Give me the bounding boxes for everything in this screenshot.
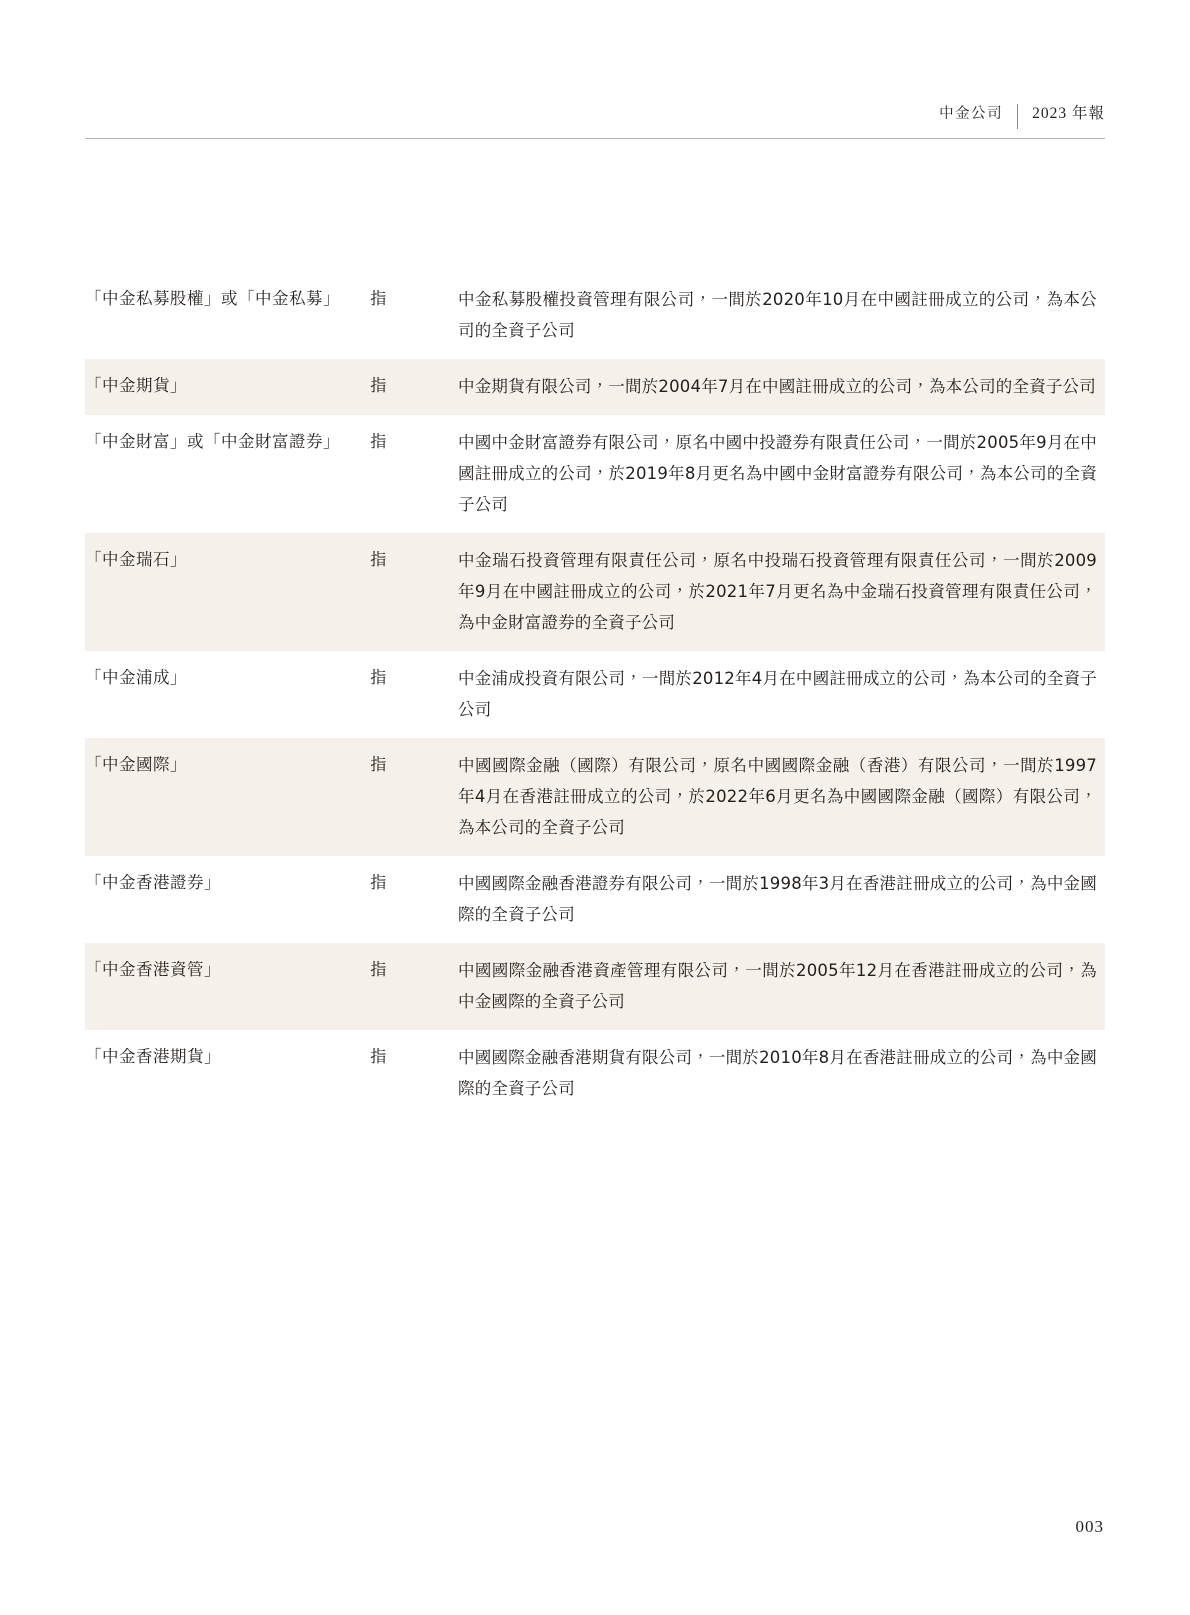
definitions-table — [85, 272, 1105, 1117]
definition-description: 中國中金財富證券有限公司，原名中國中投證券有限責任公司，一間於2005年9月在中國註冊成立的公司，於2019年8月更名為中國中金財富證券有限公司，為本公司的全資子公司 — [458, 433, 1097, 514]
header-year-label: 2023 年報 — [1032, 105, 1105, 122]
header-brand: 中金公司 — [939, 106, 1004, 122]
definition-row — [85, 651, 1105, 738]
definition-row — [85, 856, 1105, 943]
definition-term: 「中金香港證券」 — [85, 873, 221, 892]
header-content — [85, 103, 1105, 133]
definition-term: 「中金瑞石」 — [85, 550, 187, 569]
header-rule — [85, 138, 1105, 139]
definition-description: 中金浦成投資有限公司，一間於2012年4月在中國註冊成立的公司，為本公司的全資子公司 — [458, 669, 1097, 719]
definition-row — [85, 738, 1105, 856]
definition-description: 中金瑞石投資管理有限責任公司，原名中投瑞石投資管理有限責任公司，一間於2009年9月在中國註冊成立的公司，於2021年7月更名為中金瑞石投資管理有限責任公司，為中金財富證券的全資子公司 — [458, 551, 1097, 632]
definition-means: 指 — [370, 550, 387, 569]
definition-term: 「中金財富」或「中金財富證券」 — [85, 432, 340, 451]
definition-description: 中國國際金融香港期貨有限公司，一間於2010年8月在香港註冊成立的公司，為中金國際的全資子公司 — [458, 1048, 1097, 1098]
definition-description: 中國國際金融香港證券有限公司，一間於1998年3月在香港註冊成立的公司，為中金國際的全資子公司 — [458, 874, 1097, 924]
definition-row — [85, 1030, 1105, 1117]
page-number: 003 — [1075, 1517, 1104, 1536]
definition-term: 「中金私募股權」或「中金私募」 — [85, 289, 340, 308]
definition-means: 指 — [370, 960, 387, 979]
definition-term: 「中金浦成」 — [85, 668, 187, 687]
definition-term: 「中金期貨」 — [85, 376, 187, 395]
definition-row — [85, 415, 1105, 533]
definition-means: 指 — [370, 432, 387, 451]
definition-means: 指 — [370, 873, 387, 892]
definition-term: 「中金國際」 — [85, 755, 187, 774]
definition-description: 中金私募股權投資管理有限公司，一間於2020年10月在中國註冊成立的公司，為本公司的全資子公司 — [458, 290, 1097, 340]
definition-row — [85, 272, 1105, 359]
definition-row — [85, 943, 1105, 1030]
definition-means: 指 — [370, 289, 387, 308]
definition-means: 指 — [370, 376, 387, 395]
definition-description: 中國國際金融香港資產管理有限公司，一間於2005年12月在香港註冊成立的公司，為中金國際的全資子公司 — [458, 961, 1097, 1011]
definition-means: 指 — [370, 755, 387, 774]
definition-row — [85, 533, 1105, 651]
definition-term: 「中金香港期貨」 — [85, 1047, 221, 1066]
definition-means: 指 — [370, 1047, 387, 1066]
definition-term: 「中金香港資管」 — [85, 960, 221, 979]
page-header — [85, 103, 1105, 147]
definition-description: 中金期貨有限公司，一間於2004年7月在中國註冊成立的公司，為本公司的全資子公司 — [458, 377, 1096, 396]
definition-row — [85, 359, 1105, 415]
definition-means: 指 — [370, 668, 387, 687]
definition-description: 中國國際金融（國際）有限公司，原名中國國際金融（香港）有限公司，一間於1997年4月在香港註冊成立的公司，於2022年6月更名為中國國際金融（國際）有限公司，為本公司的全資子公司 — [458, 756, 1097, 837]
